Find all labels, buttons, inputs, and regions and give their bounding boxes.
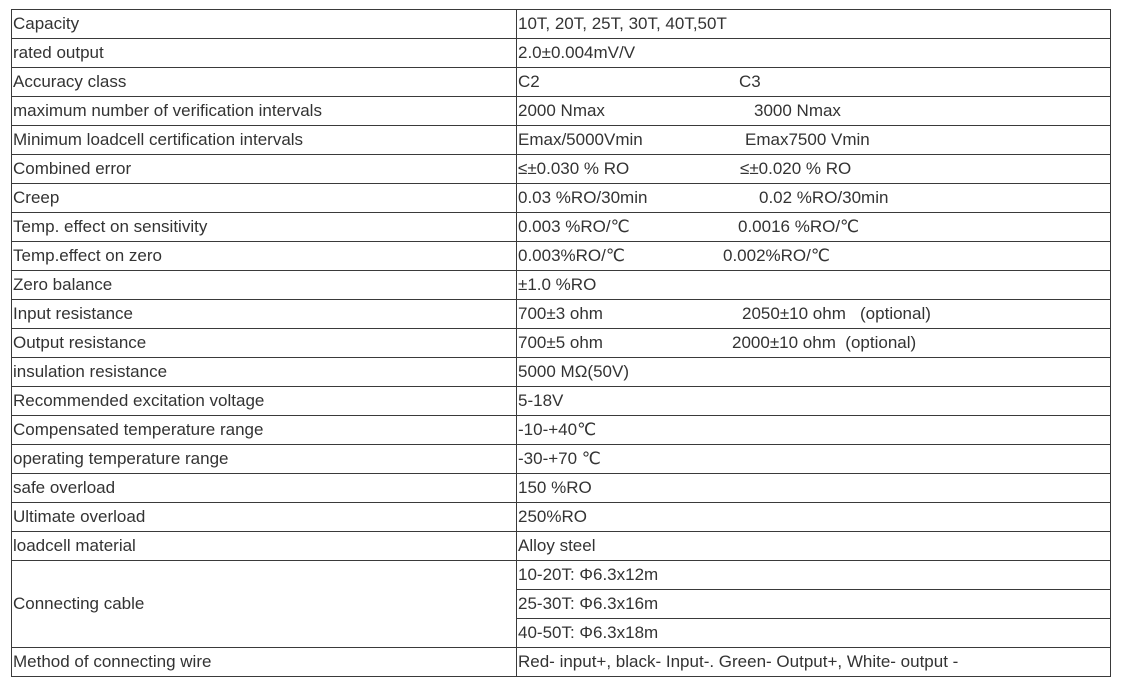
row-value — [517, 387, 1111, 416]
value-primary: 700±5 ohm — [518, 333, 603, 352]
row-value — [517, 68, 1111, 97]
row-label: Creep — [12, 184, 517, 213]
table-row — [12, 474, 1111, 503]
value-primary: Emax/5000Vmin — [518, 130, 643, 149]
table-row — [12, 300, 1111, 329]
row-value — [517, 213, 1111, 242]
row-label: Temp. effect on sensitivity — [12, 213, 517, 242]
value-primary: 10T, 20T, 25T, 30T, 40T,50T — [518, 14, 727, 33]
table-row — [12, 561, 1111, 590]
value-primary: 250%RO — [518, 507, 587, 526]
table-row — [12, 271, 1111, 300]
table-row — [12, 126, 1111, 155]
row-label: rated output — [12, 39, 517, 68]
row-value — [517, 358, 1111, 387]
row-label: Recommended excitation voltage — [12, 387, 517, 416]
table-row — [12, 184, 1111, 213]
value-secondary: C3 — [739, 72, 761, 91]
cable-value: 25-30T: Φ6.3x16m — [517, 590, 1111, 619]
value-primary: 0.03 %RO/30min — [518, 188, 648, 207]
value-primary: 150 %RO — [518, 478, 592, 497]
wire-label: Method of connecting wire — [12, 648, 517, 677]
table-row — [12, 358, 1111, 387]
value-primary: Alloy steel — [518, 536, 596, 555]
value-primary: 2000 Nmax — [518, 101, 605, 120]
table-row — [12, 39, 1111, 68]
row-value — [517, 39, 1111, 68]
row-label: insulation resistance — [12, 358, 517, 387]
value-primary: ≤±0.030 % RO — [518, 159, 630, 178]
row-value — [517, 300, 1111, 329]
row-label: Accuracy class — [12, 68, 517, 97]
value-secondary: 0.0016 %RO/℃ — [738, 217, 860, 236]
row-label: operating temperature range — [12, 445, 517, 474]
table-row — [12, 416, 1111, 445]
row-value — [517, 271, 1111, 300]
table-row — [12, 155, 1111, 184]
value-primary: ±1.0 %RO — [518, 275, 597, 294]
row-value — [517, 10, 1111, 39]
table-row — [12, 532, 1111, 561]
row-label: Ultimate overload — [12, 503, 517, 532]
value-secondary: 3000 Nmax — [754, 101, 841, 120]
table-row — [12, 387, 1111, 416]
row-value — [517, 126, 1111, 155]
value-secondary: ≤±0.020 % RO — [740, 159, 852, 178]
value-primary: 700±3 ohm — [518, 304, 603, 323]
table-row — [12, 68, 1111, 97]
value-secondary: 2000±10 ohm (optional) — [732, 333, 917, 352]
cable-label: Connecting cable — [12, 561, 517, 648]
spec-table — [11, 9, 1111, 677]
table-row — [12, 97, 1111, 126]
row-value — [517, 416, 1111, 445]
row-value — [517, 242, 1111, 271]
cable-value: 10-20T: Φ6.3x12m — [517, 561, 1111, 590]
wire-value: Red- input+, black- Input-. Green- Output+, White- output - — [517, 648, 1111, 677]
value-secondary: 2050±10 ohm (optional) — [742, 304, 931, 323]
cable-value: 40-50T: Φ6.3x18m — [517, 619, 1111, 648]
row-value — [517, 155, 1111, 184]
row-label: maximum number of verification intervals — [12, 97, 517, 126]
row-label: Combined error — [12, 155, 517, 184]
value-primary: 0.003 %RO/℃ — [518, 217, 630, 236]
row-label: safe overload — [12, 474, 517, 503]
value-primary: 5-18V — [518, 391, 564, 410]
table-row — [12, 242, 1111, 271]
table-row — [12, 329, 1111, 358]
value-secondary: Emax7500 Vmin — [745, 130, 870, 149]
row-value — [517, 97, 1111, 126]
table-row — [12, 10, 1111, 39]
value-primary: 5000 MΩ(50V) — [518, 362, 629, 381]
row-label: Temp.effect on zero — [12, 242, 517, 271]
value-secondary: 0.002%RO/℃ — [723, 246, 830, 265]
row-value — [517, 532, 1111, 561]
value-primary: C2 — [518, 72, 540, 91]
row-label: Zero balance — [12, 271, 517, 300]
row-label: loadcell material — [12, 532, 517, 561]
table-row — [12, 445, 1111, 474]
row-label: Output resistance — [12, 329, 517, 358]
value-secondary: 0.02 %RO/30min — [759, 188, 889, 207]
value-primary: -30-+70 ℃ — [518, 449, 601, 468]
row-value — [517, 503, 1111, 532]
row-label: Capacity — [12, 10, 517, 39]
row-value — [517, 474, 1111, 503]
value-primary: -10-+40℃ — [518, 420, 597, 439]
row-label: Input resistance — [12, 300, 517, 329]
value-primary: 0.003%RO/℃ — [518, 246, 625, 265]
row-value — [517, 184, 1111, 213]
row-value — [517, 445, 1111, 474]
row-label: Compensated temperature range — [12, 416, 517, 445]
row-value — [517, 329, 1111, 358]
table-row — [12, 648, 1111, 677]
table-row — [12, 503, 1111, 532]
value-primary: 2.0±0.004mV/V — [518, 43, 636, 62]
table-row — [12, 213, 1111, 242]
row-label: Minimum loadcell certification intervals — [12, 126, 517, 155]
